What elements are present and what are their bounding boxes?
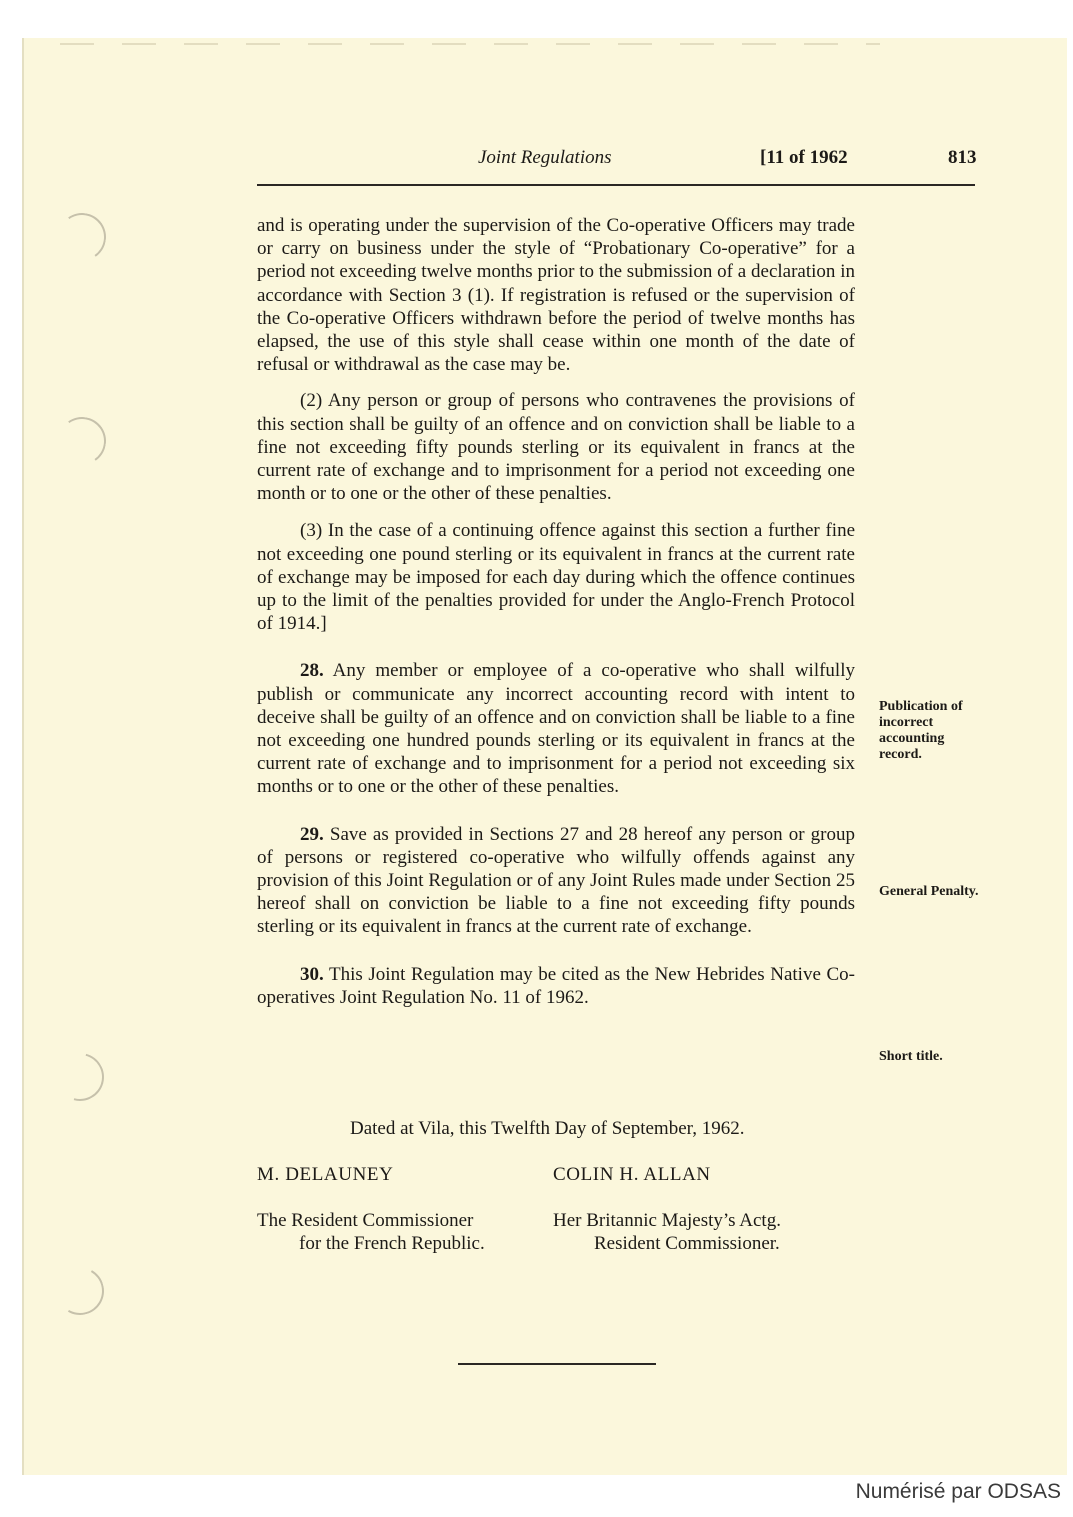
dated-line: Dated at Vila, this Twelfth Day of September, 1962. [350, 1118, 745, 1139]
section-number: 30. [300, 963, 324, 985]
section-text: Any member or employee of a co-operative who shall wilfully publish or communicate any incorrect accounting record with intent to deceive shall be guilty of an offence and on conviction shall be liable to a fine not exceeding one hundred pounds sterling or its equivalent in francs at the current rate of exchange and to imprisonment for a period not exceeding six months or to one or the other of these penalties. [257, 660, 855, 798]
section-number: 28. [300, 660, 324, 682]
page-number: 813 [948, 147, 977, 168]
signatory-title-line: The Resident Commissioner [257, 1210, 474, 1231]
signatory-title-british [553, 1209, 781, 1255]
continuation-paragraph: and is operating under the supervision of the Co-operative Officers may trade or carry on business under the style of “Probationary Co-operative” for a period not exceeding twelve months prior to the submission of a declaration in accordance with Section 3 (1). If registration is refused or the supervision of the Co-operative Officers withdrawn before the period of twelve months has elapsed, the use of this style shall cease within one month of the date of refusal or withdrawal as the case may be. [257, 215, 855, 376]
signatory-title-french [257, 1209, 485, 1255]
side-note-short-title: Short title. [879, 1049, 943, 1064]
section-30 [257, 963, 855, 1009]
signatory-title-line: Her Britannic Majesty’s Actg. [553, 1210, 781, 1231]
signatory-title-line: Resident Commissioner. [594, 1233, 780, 1254]
side-note-publication: Publication of incorrect accounting record. [879, 699, 963, 762]
running-head-title: Joint Regulations [478, 147, 612, 168]
header-rule [257, 184, 975, 186]
top-scuff-marks [60, 43, 880, 45]
digitization-watermark: Numérisé par ODSAS [855, 1480, 1061, 1503]
end-rule [458, 1363, 656, 1365]
signatory-name-french: M. DELAUNEY [257, 1164, 394, 1185]
side-note-general-penalty: General Penalty. [879, 884, 979, 899]
signatory-name-british: COLIN H. ALLAN [553, 1164, 711, 1185]
binder-edge [22, 38, 24, 1475]
running-head-reference: [11 of 1962 [760, 147, 848, 168]
signatory-title-line: for the French Republic. [299, 1233, 485, 1254]
regulation-body [257, 214, 855, 1009]
subsection-3: (3) In the case of a continuing offence against this section a further fine not exceeding one pound sterling or its equivalent in francs at the current rate of exchange may be imposed for each day during which the offence continues up to the limit of the penalties provided for under the Anglo-French Protocol of 1914.] [257, 520, 855, 635]
section-text: This Joint Regulation may be cited as the New Hebrides Native Co-operatives Joint Regulation No. 11 of 1962. [257, 963, 855, 1008]
subsection-2: (2) Any person or group of persons who contravenes the provisions of this section shall be guilty of an offence and on conviction shall be liable to a fine not exceeding fifty pounds sterling or its equivalent in francs at the current rate of exchange and to imprisonment for a period not exceeding one month or to one or the other of these penalties. [257, 390, 855, 505]
section-29 [257, 823, 855, 939]
section-28 [257, 659, 855, 798]
section-number: 29. [300, 823, 324, 845]
section-text: Save as provided in Sections 27 and 28 hereof any person or group of persons or registered co-operative who wilfully offends against any provision of this Joint Regulation or of any Joint Rules made under Section 25 hereof shall on conviction be liable to a fine not exceeding fifty pounds sterling or its equivalent in francs at the current rate of exchange. [257, 823, 855, 938]
